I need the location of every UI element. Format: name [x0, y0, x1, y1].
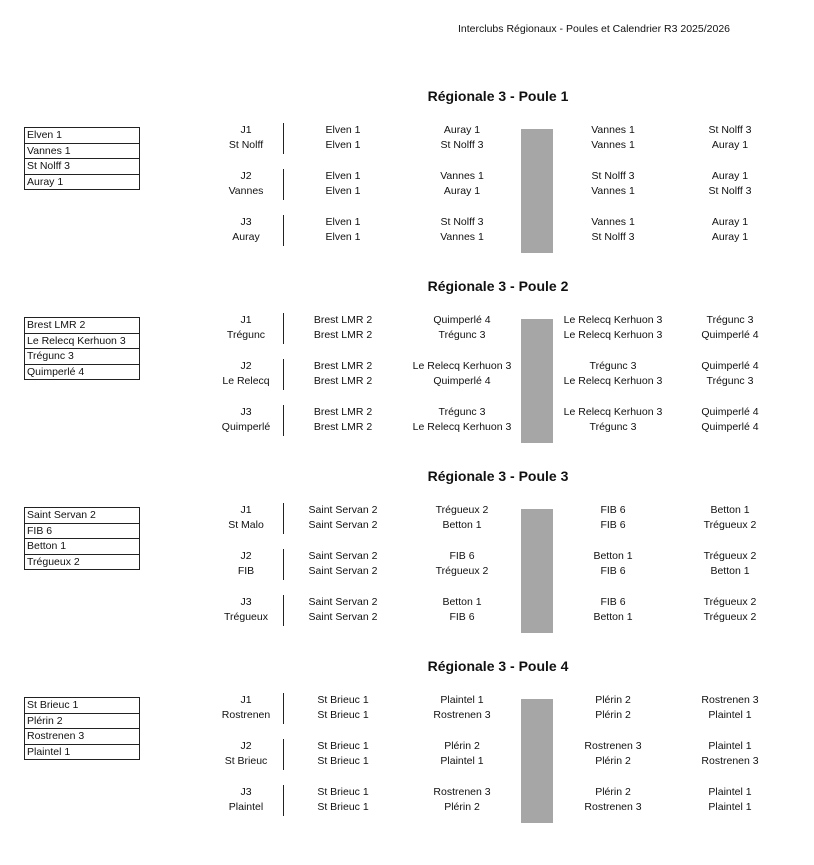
match-2-home: Saint Servan 2 — [308, 565, 378, 577]
match-2-away: Plérin 2 — [444, 801, 480, 813]
team-list-item: Quimperlé 4 — [25, 365, 139, 381]
match-3-away: Auray 1 — [711, 216, 749, 228]
team-list-item: Plaintel 1 — [25, 745, 139, 761]
match-1-away: Rostrenen 3 — [433, 786, 491, 798]
match-4-away: Quimperlé 4 — [701, 329, 759, 341]
match-1-home: Elven 1 — [325, 170, 361, 182]
round-venue: Vannes — [228, 185, 264, 197]
match-1-home: St Brieuc 1 — [317, 786, 369, 798]
match-2-home: St Brieuc 1 — [317, 755, 369, 767]
match-2-away: Vannes 1 — [440, 231, 484, 243]
round-day: J3 — [240, 596, 252, 608]
match-4-home: Betton 1 — [593, 611, 633, 623]
match-2-away: Plaintel 1 — [440, 755, 484, 767]
match-1-away: FIB 6 — [449, 550, 475, 562]
round-venue: St Brieuc — [224, 755, 268, 767]
match-3-home: Le Relecq Kerhuon 3 — [563, 314, 663, 326]
match-4-home: Vannes 1 — [591, 139, 635, 151]
round-day: J3 — [240, 216, 252, 228]
match-3-home: Betton 1 — [593, 550, 633, 562]
match-3-away: Trégueux 2 — [703, 596, 757, 608]
match-1-home: St Brieuc 1 — [317, 694, 369, 706]
match-4-home: FIB 6 — [600, 565, 626, 577]
round-day: J3 — [240, 406, 252, 418]
match-1-home: Brest LMR 2 — [313, 360, 373, 372]
team-list-item: Saint Servan 2 — [25, 508, 139, 524]
team-list-item: Rostrenen 3 — [25, 729, 139, 745]
match-3-home: FIB 6 — [600, 504, 626, 516]
round-row — [0, 123, 814, 155]
match-2-away: FIB 6 — [449, 611, 475, 623]
match-4-away: Trégueux 2 — [703, 519, 757, 531]
match-4-away: St Nolff 3 — [708, 185, 752, 197]
match-2-home: St Brieuc 1 — [317, 709, 369, 721]
document-header: Interclubs Régionaux - Poules et Calendrier R3 2025/2026 — [458, 23, 731, 35]
round-day: J1 — [240, 694, 252, 706]
match-1-home: Brest LMR 2 — [313, 406, 373, 418]
match-1-away: Trégueux 2 — [435, 504, 489, 516]
poule-section — [0, 658, 814, 833]
round-venue: Trégunc — [226, 329, 266, 341]
round-venue: Plaintel — [228, 801, 264, 813]
match-3-home: Le Relecq Kerhuon 3 — [563, 406, 663, 418]
match-2-away: Trégueux 2 — [435, 565, 489, 577]
round-venue: FIB — [237, 565, 255, 577]
match-1-home: Elven 1 — [325, 124, 361, 136]
match-4-home: St Nolff 3 — [591, 231, 635, 243]
round-row — [0, 169, 814, 201]
match-1-away: Le Relecq Kerhuon 3 — [412, 360, 512, 372]
round-row — [0, 785, 814, 817]
match-1-home: Elven 1 — [325, 216, 361, 228]
team-list-item: Auray 1 — [25, 175, 139, 191]
match-2-away: Trégunc 3 — [438, 329, 486, 341]
match-3-home: FIB 6 — [600, 596, 626, 608]
match-1-home: Brest LMR 2 — [313, 314, 373, 326]
match-4-home: Le Relecq Kerhuon 3 — [563, 329, 663, 341]
team-list-item: FIB 6 — [25, 524, 139, 540]
round-row — [0, 405, 814, 437]
poule-section — [0, 468, 814, 643]
match-2-home: St Brieuc 1 — [317, 801, 369, 813]
match-3-home: Plérin 2 — [595, 694, 631, 706]
round-day: J2 — [240, 550, 252, 562]
team-list-item: Plérin 2 — [25, 714, 139, 730]
match-2-away: Rostrenen 3 — [433, 709, 491, 721]
team-list-item: St Nolff 3 — [25, 159, 139, 175]
match-2-home: Brest LMR 2 — [313, 421, 373, 433]
match-3-away: Plaintel 1 — [708, 740, 752, 752]
team-list-item: St Brieuc 1 — [25, 698, 139, 714]
match-4-home: FIB 6 — [600, 519, 626, 531]
round-row — [0, 503, 814, 535]
round-venue: Auray — [232, 231, 260, 243]
match-2-home: Elven 1 — [325, 139, 361, 151]
match-1-away: Betton 1 — [442, 596, 482, 608]
match-3-home: Vannes 1 — [591, 216, 635, 228]
round-venue: Quimperlé — [221, 421, 271, 433]
match-3-home: Plérin 2 — [595, 786, 631, 798]
match-4-away: Plaintel 1 — [708, 801, 752, 813]
match-2-home: Brest LMR 2 — [313, 375, 373, 387]
match-1-home: Saint Servan 2 — [308, 596, 378, 608]
match-3-away: Auray 1 — [711, 170, 749, 182]
match-4-home: Le Relecq Kerhuon 3 — [563, 375, 663, 387]
round-row — [0, 549, 814, 581]
match-1-away: St Nolff 3 — [440, 216, 484, 228]
round-venue: Le Relecq — [222, 375, 270, 387]
match-3-away: Quimperlé 4 — [701, 360, 759, 372]
match-3-away: Plaintel 1 — [708, 786, 752, 798]
round-day: J2 — [240, 360, 252, 372]
match-3-away: Quimperlé 4 — [701, 406, 759, 418]
match-4-home: Plérin 2 — [595, 709, 631, 721]
match-2-away: St Nolff 3 — [440, 139, 484, 151]
match-2-home: Brest LMR 2 — [313, 329, 373, 341]
match-2-home: Elven 1 — [325, 185, 361, 197]
match-4-away: Betton 1 — [710, 565, 750, 577]
round-day: J1 — [240, 504, 252, 516]
match-1-away: Plérin 2 — [444, 740, 480, 752]
match-2-away: Quimperlé 4 — [433, 375, 491, 387]
match-4-away: Trégueux 2 — [703, 611, 757, 623]
team-list-item: Trégunc 3 — [25, 349, 139, 365]
match-4-away: Trégunc 3 — [706, 375, 754, 387]
team-list-item: Elven 1 — [25, 128, 139, 144]
match-1-away: Vannes 1 — [440, 170, 484, 182]
round-venue: Trégueux — [224, 611, 268, 623]
match-4-away: Quimperlé 4 — [701, 421, 759, 433]
match-1-home: St Brieuc 1 — [317, 740, 369, 752]
round-venue: St Nolff — [228, 139, 264, 151]
team-list-item: Vannes 1 — [25, 144, 139, 160]
round-day: J1 — [240, 124, 252, 136]
match-3-home: Trégunc 3 — [589, 360, 637, 372]
match-3-home: Vannes 1 — [591, 124, 635, 136]
match-4-away: Rostrenen 3 — [701, 755, 759, 767]
match-4-away: Auray 1 — [711, 231, 749, 243]
round-day: J2 — [240, 170, 252, 182]
match-4-home: Vannes 1 — [591, 185, 635, 197]
match-1-home: Saint Servan 2 — [308, 550, 378, 562]
round-day: J3 — [240, 786, 252, 798]
round-row — [0, 359, 814, 391]
match-2-home: Saint Servan 2 — [308, 611, 378, 623]
poule-section — [0, 278, 814, 453]
match-1-away: Trégunc 3 — [438, 406, 486, 418]
match-1-away: Plaintel 1 — [440, 694, 484, 706]
poule-title: Régionale 3 - Poule 1 — [427, 88, 569, 104]
poule-title: Régionale 3 - Poule 3 — [427, 468, 569, 484]
match-4-home: Rostrenen 3 — [584, 801, 642, 813]
team-list-item: Le Relecq Kerhuon 3 — [25, 334, 139, 350]
match-2-away: Betton 1 — [442, 519, 482, 531]
match-3-away: Trégueux 2 — [703, 550, 757, 562]
round-row — [0, 739, 814, 771]
round-venue: St Malo — [228, 519, 264, 531]
team-list-item: Trégueux 2 — [25, 555, 139, 571]
match-1-away: Quimperlé 4 — [433, 314, 491, 326]
poule-title: Régionale 3 - Poule 4 — [427, 658, 569, 674]
match-2-home: Elven 1 — [325, 231, 361, 243]
match-4-away: Auray 1 — [711, 139, 749, 151]
match-2-home: Saint Servan 2 — [308, 519, 378, 531]
round-row — [0, 215, 814, 247]
team-list-item: Betton 1 — [25, 539, 139, 555]
match-3-away: St Nolff 3 — [708, 124, 752, 136]
match-3-home: Rostrenen 3 — [584, 740, 642, 752]
match-2-away: Le Relecq Kerhuon 3 — [412, 421, 512, 433]
match-2-away: Auray 1 — [443, 185, 481, 197]
match-3-away: Trégunc 3 — [706, 314, 754, 326]
match-4-home: Plérin 2 — [595, 755, 631, 767]
round-venue: Rostrenen — [221, 709, 271, 721]
round-row — [0, 693, 814, 725]
match-3-home: St Nolff 3 — [591, 170, 635, 182]
poule-title: Régionale 3 - Poule 2 — [427, 278, 569, 294]
team-list-item: Brest LMR 2 — [25, 318, 139, 334]
round-day: J1 — [240, 314, 252, 326]
round-day: J2 — [240, 740, 252, 752]
match-3-away: Rostrenen 3 — [701, 694, 759, 706]
match-3-away: Betton 1 — [710, 504, 750, 516]
match-1-home: Saint Servan 2 — [308, 504, 378, 516]
match-4-away: Plaintel 1 — [708, 709, 752, 721]
round-row — [0, 313, 814, 345]
match-4-home: Trégunc 3 — [589, 421, 637, 433]
round-row — [0, 595, 814, 627]
match-1-away: Auray 1 — [443, 124, 481, 136]
poule-section — [0, 88, 814, 263]
